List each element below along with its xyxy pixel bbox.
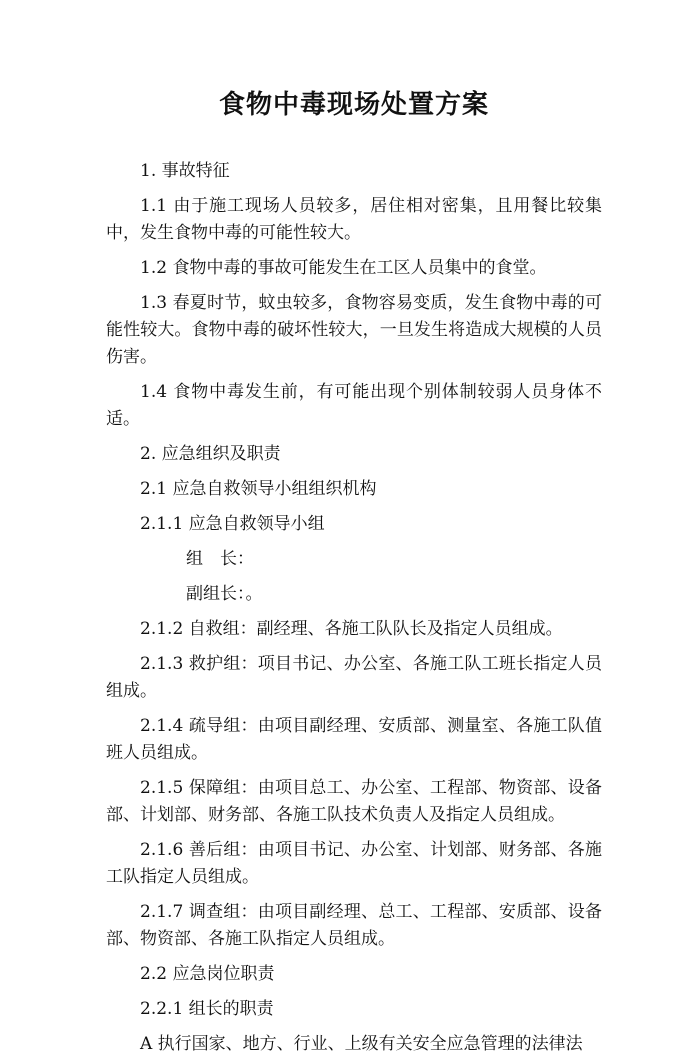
paragraph-2-1-3: 2.1.3 救护组：项目书记、办公室、各施工队工班长指定人员组成。 xyxy=(106,654,602,701)
section-heading-1: 1. 事故特征 xyxy=(140,161,230,181)
group-leader-line: 组 长： xyxy=(186,549,254,569)
paragraph-2-1-5: 2.1.5 保障组：由项目总工、办公室、工程部、物资部、设备部、计划部、财务部、各施工队技术负责人及指定人员组成。 xyxy=(106,778,602,825)
paragraph-1-2: 1.2 食物中毒的事故可能发生在工区人员集中的食堂。 xyxy=(140,258,547,278)
subsection-heading-2-1-1: 2.1.1 应急自救领导小组 xyxy=(140,514,325,534)
deputy-leader-line: 副组长：。 xyxy=(186,584,263,604)
paragraph-2-2-1-a: A 执行国家、地方、行业、上级有关安全应急管理的法律法 xyxy=(140,1034,583,1054)
subsection-heading-2-2-1: 2.2.1 组长的职责 xyxy=(140,999,274,1019)
paragraph-2-1-4: 2.1.4 疏导组：由项目副经理、安质部、测量室、各施工队值班人员组成。 xyxy=(106,716,602,763)
section-heading-2: 2. 应急组织及职责 xyxy=(140,444,281,464)
subsection-heading-2-2: 2.2 应急岗位职责 xyxy=(140,964,275,984)
document-title: 食物中毒现场处置方案 xyxy=(218,90,489,120)
paragraph-1-3: 1.3 春夏时节，蚊虫较多，食物容易变质，发生食物中毒的可能性较大。食物中毒的破坏性较大，一旦发生将造成大规模的人员伤害。 xyxy=(106,293,602,367)
paragraph-2-1-7: 2.1.7 调查组：由项目副经理、总工、工程部、安质部、设备部、物资部、各施工队指定人员组成。 xyxy=(106,902,602,949)
paragraph-2-1-6: 2.1.6 善后组：由项目书记、办公室、计划部、财务部、各施工队指定人员组成。 xyxy=(106,840,602,887)
paragraph-1-4: 1.4 食物中毒发生前，有可能出现个别体制较弱人员身体不适。 xyxy=(106,382,602,429)
paragraph-1-1: 1.1 由于施工现场人员较多，居住相对密集，且用餐比较集中，发生食物中毒的可能性较大。 xyxy=(106,196,602,243)
paragraph-2-1-2: 2.1.2 自救组：副经理、各施工队队长及指定人员组成。 xyxy=(140,619,563,639)
subsection-heading-2-1: 2.1 应急自救领导小组组织机构 xyxy=(140,479,377,499)
